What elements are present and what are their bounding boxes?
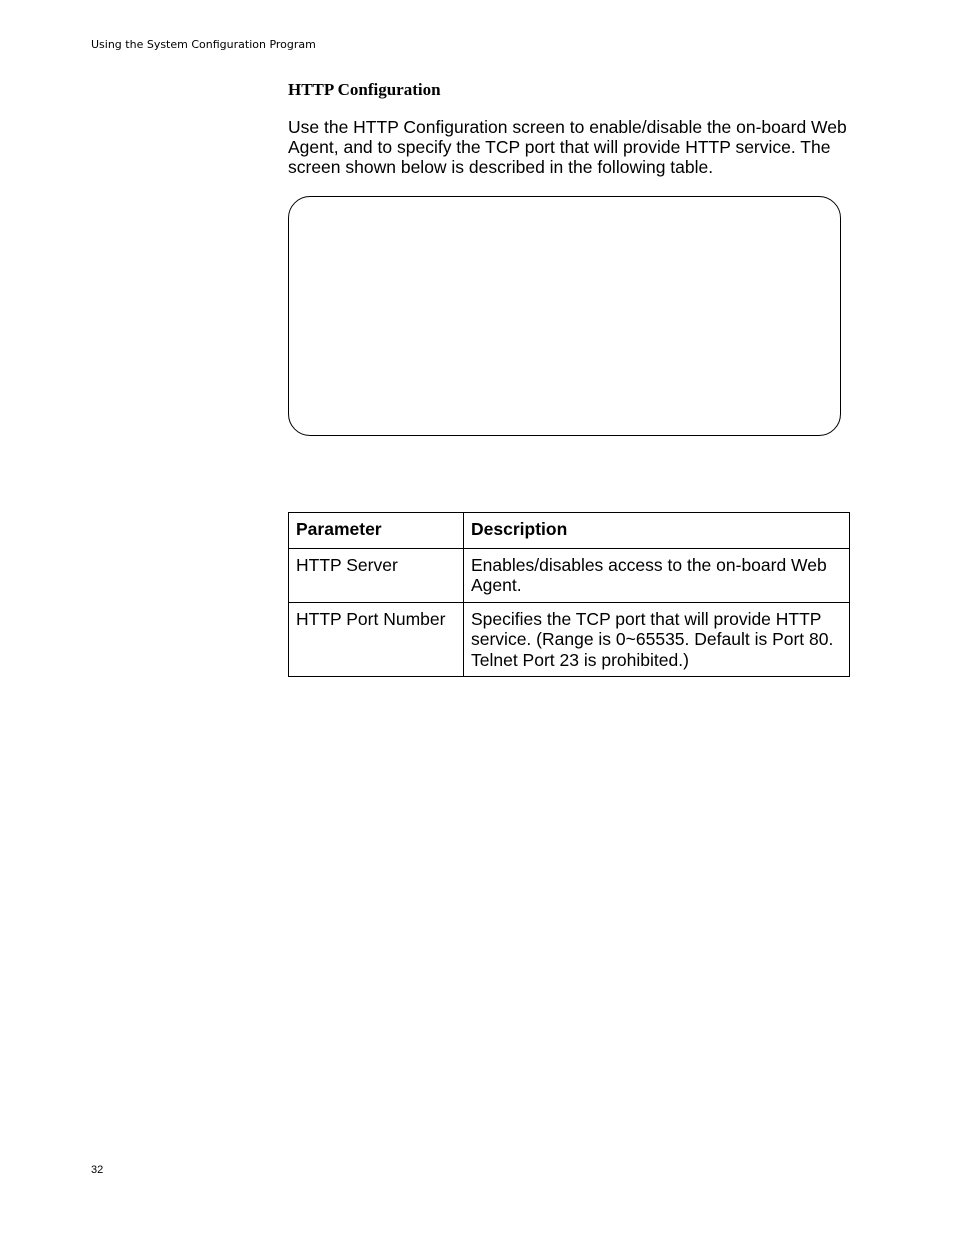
table-row [289,548,850,602]
table-row [289,602,850,677]
description-cell: Specifies the TCP port that will provide HTTP service. (Range is 0~65535. Default is Port 80. Telnet Port 23 is prohibited.) [464,602,850,677]
page-number: 32 [91,1164,104,1176]
section-title: HTTP Configuration [288,80,441,99]
description-cell: Enables/disables access to the on-board Web Agent. [464,548,850,602]
screen-placeholder-frame [288,196,841,436]
running-header: Using the System Configuration Program [91,38,316,51]
table-header-row [289,513,850,549]
column-header-parameter: Parameter [289,513,464,549]
parameter-table [288,512,850,677]
parameter-cell: HTTP Server [289,548,464,602]
intro-paragraph: Use the HTTP Configuration screen to enable/disable the on-board Web Agent, and to specify the TCP port that will provide HTTP service. The screen shown below is described in the following table. [288,117,847,177]
parameter-cell: HTTP Port Number [289,602,464,677]
column-header-description: Description [464,513,850,549]
